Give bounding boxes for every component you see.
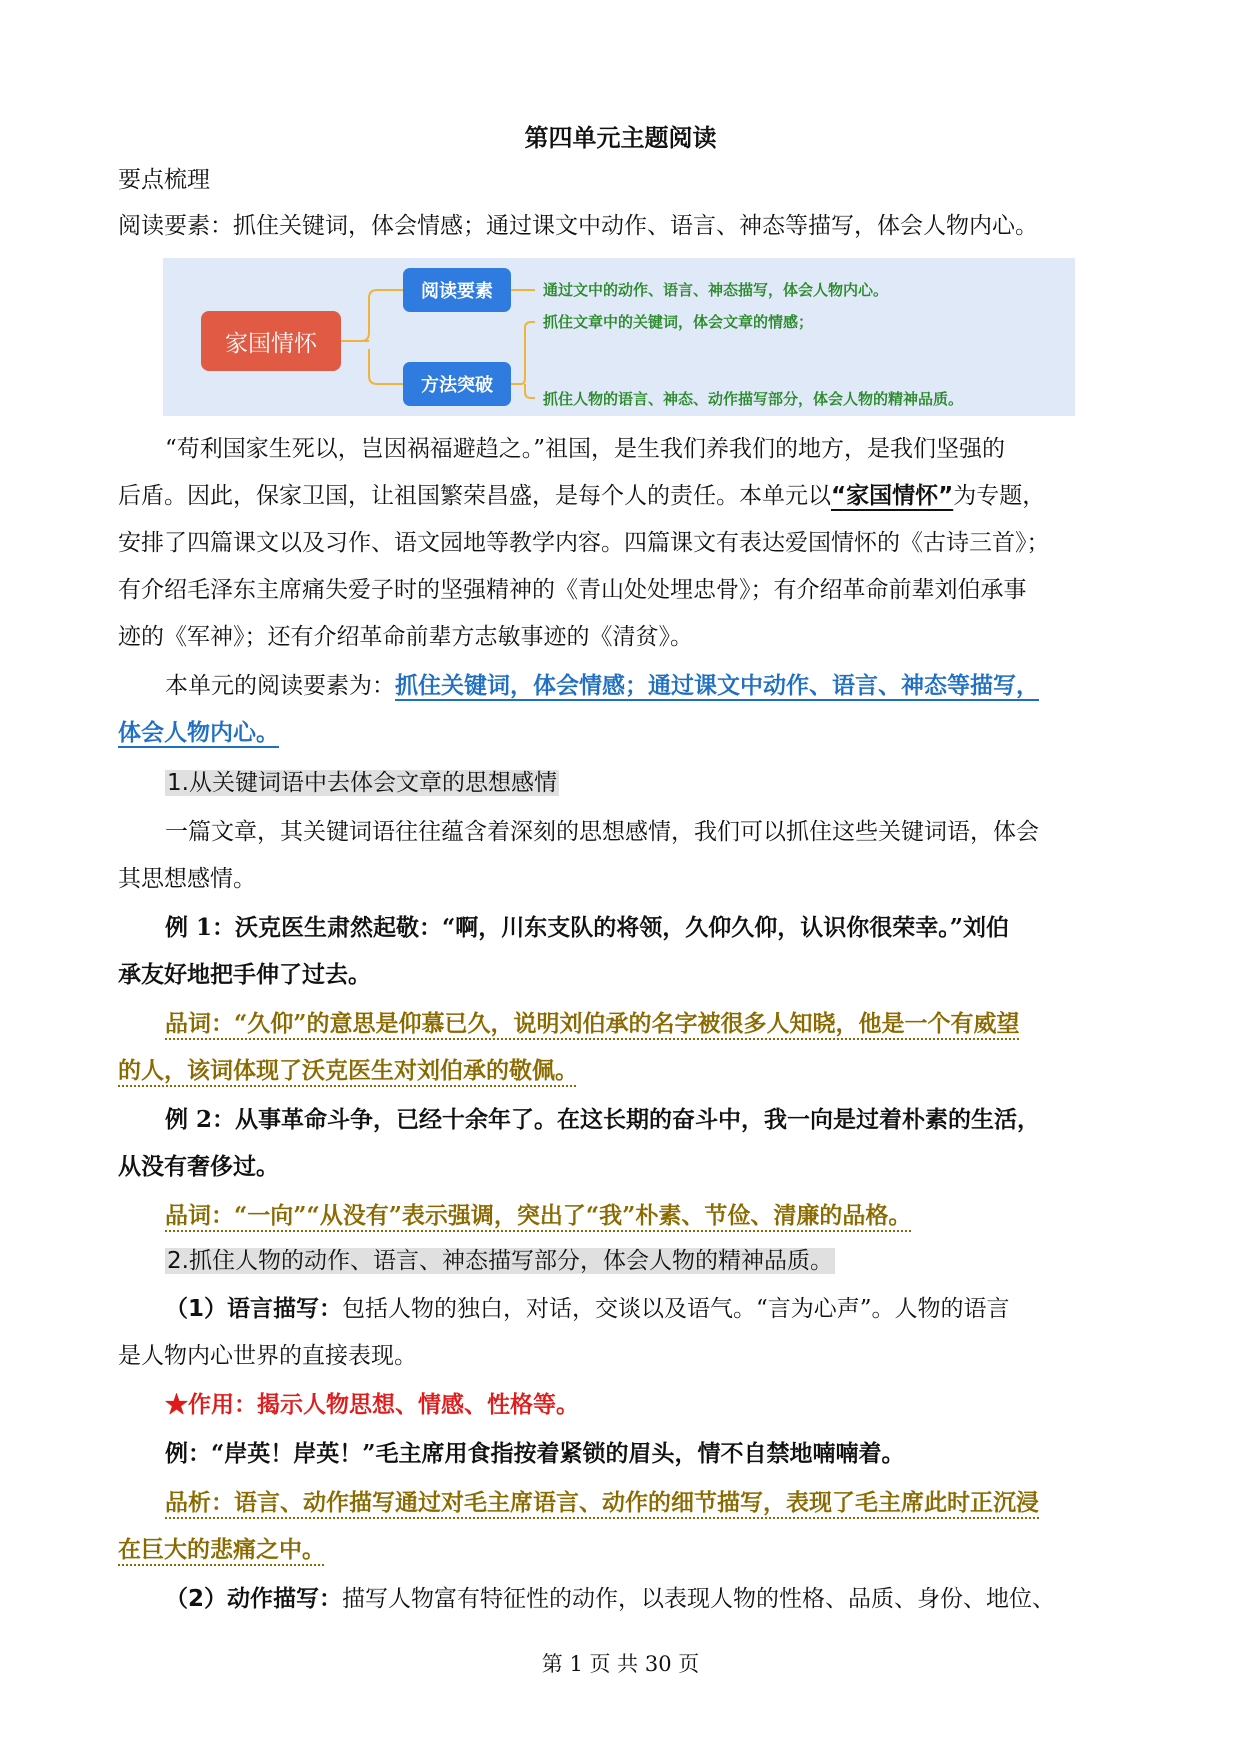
intro-line-4: 有介绍毛泽东主席痛失爱子时的坚强精神的《青山处处埋忠骨》；有介绍革命前辈刘伯承事 (118, 577, 1027, 603)
analysis-line-2: 在巨大的悲痛之中。 (118, 1536, 325, 1563)
mindmap-leaf-2: 抓住文章中的关键词，体会文章的情感； (543, 313, 814, 331)
mindmap-node-method: 方法突破 (403, 362, 511, 406)
point1-text-1: 一篇文章，其关键词语往往蕴含着深刻的思想感情，我们可以抓住这些关键词语，体会 (165, 819, 1039, 845)
point2-heading: 2.抓住人物的动作、语言、神态描写部分，体会人物的精神品质。 (167, 1248, 833, 1274)
theme-highlight: “家国情怀” (831, 483, 954, 509)
reading-elements-highlight: 抓住关键词，体会情感；通过课文中动作、语言、神态等描写， (395, 673, 1039, 699)
example1-line-1: 例 1：沃克医生肃然起敬：“啊，川东支队的将领，久仰久仰，认识你很荣幸。”刘伯 (165, 914, 1009, 941)
language-desc-line-2: 是人物内心世界的直接表现。 (118, 1343, 417, 1369)
page-title: 第四单元主题阅读 (524, 124, 717, 152)
example2-note: 品词：“一向”“从没有”表示强调，突出了“我”朴素、节俭、清廉的品格。 (165, 1202, 912, 1229)
page-footer: 第 1 页 共 30 页 (541, 1652, 700, 1676)
mindmap-center-node: 家国情怀 (201, 311, 341, 371)
point1-heading: 1.从关键词语中去体会文章的思想感情 (167, 770, 557, 796)
mindmap-leaf-3: 抓住人物的语言、神态、动作描写部分，体会人物的精神品质。 (543, 390, 964, 408)
intro-line-5: 迹的《军神》；还有介绍革命前辈方志敏事迹的《清贫》。 (118, 624, 693, 650)
intro-line-2: 后盾。因此，保家卫国，让祖国繁荣昌盛，是每个人的责任。本单元以“家国情怀”为专题， (118, 483, 1046, 509)
example1-note-2: 的人，该词体现了沃克医生对刘伯承的敬佩。 (118, 1057, 578, 1084)
reading-elements-paragraph: 本单元的阅读要素为：抓住关键词，体会情感；通过课文中动作、语言、神态等描写， (165, 673, 1039, 699)
analysis-line-1: 品析：语言、动作描写通过对毛主席语言、动作的细节描写，表现了毛主席此时正沉浸 (165, 1489, 1039, 1516)
example1-note-1: 品词：“久仰”的意思是仰慕已久，说明刘伯承的名字被很多人知晓，他是一个有威望 (165, 1010, 1020, 1037)
example2-line-2: 从没有奢侈过。 (118, 1153, 279, 1180)
intro-line-3: 安排了四篇课文以及习作、语文园地等教学内容。四篇课文有表达爱国情怀的《古诗三首》； (118, 530, 1050, 556)
effect-line: ★作用：揭示人物思想、情感、性格等。 (165, 1391, 579, 1418)
mindmap-node-reading-elements: 阅读要素 (403, 268, 511, 312)
reading-elements-paragraph-2: 体会人物内心。 (118, 720, 279, 746)
action-desc-line: （2）动作描写：描写人物富有特征性的动作，以表现人物的性格、品质、身份、地位、 (165, 1586, 1056, 1612)
section-heading: 要点梳理 (118, 167, 210, 193)
example1-line-2: 承友好地把手伸了过去。 (118, 961, 371, 988)
intro-line-1: “苟利国家生死以，岂因祸福避趋之。”祖国，是生我们养我们的地方，是我们坚强的 (165, 436, 1006, 462)
language-desc-line-1: （1）语言描写：包括人物的独白，对话，交谈以及语气。“言为心声”。人物的语言 (165, 1296, 1010, 1322)
reading-elements-line: 阅读要素：抓住关键词，体会情感；通过课文中动作、语言、神态等描写，体会人物内心。 (118, 213, 1038, 239)
point1-text-2: 其思想感情。 (118, 866, 256, 892)
mindmap-leaf-1: 通过文中的动作、语言、神态描写，体会人物内心。 (543, 281, 889, 299)
example2-line-1: 例 2：从事革命斗争，已经十余年了。在这长期的奋斗中，我一向是过着朴素的生活， (165, 1106, 1041, 1133)
mindmap-diagram (163, 258, 1075, 416)
example-line: 例：“岸英！岸英！”毛主席用食指按着紧锁的眉头，情不自禁地喃喃着。 (165, 1440, 905, 1467)
